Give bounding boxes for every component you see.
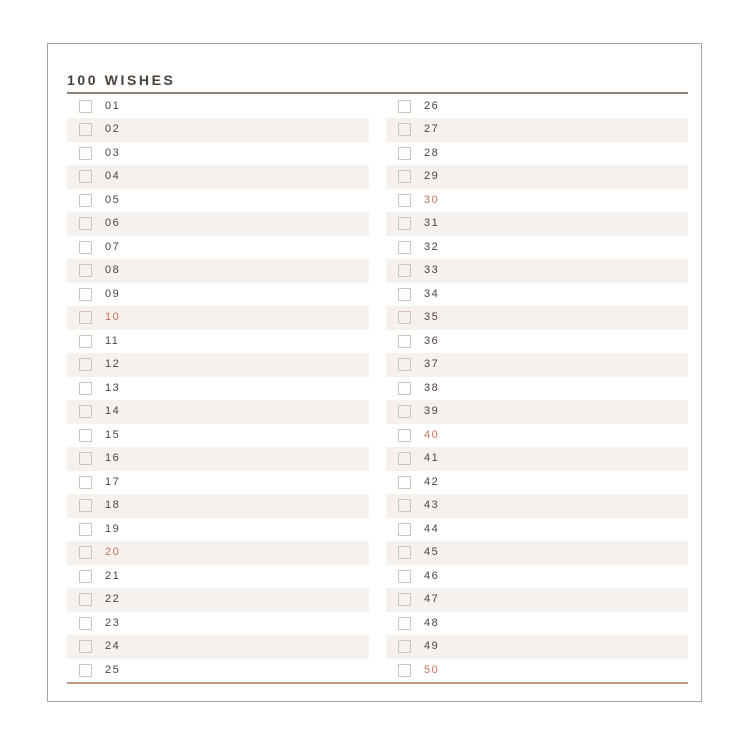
wish-row-32 (386, 236, 688, 260)
wish-row-44 (386, 518, 688, 542)
wish-row-36 (386, 330, 688, 354)
wish-row-37 (386, 353, 688, 377)
wish-checkbox-15[interactable] (79, 429, 92, 442)
wish-row-48 (386, 612, 688, 636)
wish-row-43 (386, 494, 688, 518)
wish-number: 15 (105, 428, 121, 441)
page-content (48, 44, 701, 701)
wish-number: 33 (424, 264, 440, 277)
wish-checkbox-33[interactable] (398, 264, 411, 277)
wish-row-16 (67, 447, 369, 471)
wish-row-20 (67, 541, 369, 565)
wish-number: 48 (424, 616, 440, 629)
wish-checkbox-19[interactable] (79, 523, 92, 536)
wish-number: 28 (424, 146, 440, 159)
wish-checkbox-27[interactable] (398, 123, 411, 136)
wish-row-42 (386, 471, 688, 495)
wish-checkbox-26[interactable] (398, 100, 411, 113)
wish-row-45 (386, 541, 688, 565)
wish-number: 49 (424, 640, 440, 653)
wish-checkbox-03[interactable] (79, 147, 92, 160)
wish-checkbox-18[interactable] (79, 499, 92, 512)
wish-row-13 (67, 377, 369, 401)
wish-row-39 (386, 400, 688, 424)
wish-checkbox-40[interactable] (398, 429, 411, 442)
wish-number: 24 (105, 640, 121, 653)
wish-checkbox-13[interactable] (79, 382, 92, 395)
wish-row-25 (67, 659, 369, 683)
wish-number: 29 (424, 170, 440, 183)
wish-number: 38 (424, 381, 440, 394)
wish-row-35 (386, 306, 688, 330)
wish-checkbox-05[interactable] (79, 194, 92, 207)
wish-number: 16 (105, 452, 121, 465)
wish-checkbox-35[interactable] (398, 311, 411, 324)
wish-number: 17 (105, 475, 121, 488)
wish-checkbox-38[interactable] (398, 382, 411, 395)
wish-row-02 (67, 118, 369, 142)
wish-checkbox-32[interactable] (398, 241, 411, 254)
wish-number: 34 (424, 287, 440, 300)
wish-row-30 (386, 189, 688, 213)
wish-checkbox-06[interactable] (79, 217, 92, 230)
wish-number: 23 (105, 616, 121, 629)
wish-number: 01 (105, 99, 121, 112)
wish-number: 36 (424, 334, 440, 347)
wish-checkbox-31[interactable] (398, 217, 411, 230)
wish-number: 37 (424, 358, 440, 371)
wish-checkbox-25[interactable] (79, 664, 92, 677)
page-header (67, 44, 688, 92)
wish-number: 14 (105, 405, 121, 418)
wish-row-14 (67, 400, 369, 424)
wish-row-33 (386, 259, 688, 283)
wish-number: 19 (105, 522, 121, 535)
wish-number: 11 (105, 334, 120, 347)
wish-checkbox-11[interactable] (79, 335, 92, 348)
wish-row-06 (67, 212, 369, 236)
wish-row-18 (67, 494, 369, 518)
wish-row-23 (67, 612, 369, 636)
wish-row-22 (67, 588, 369, 612)
wish-number: 22 (105, 593, 121, 606)
wish-number: 21 (105, 569, 121, 582)
wish-number: 18 (105, 499, 121, 512)
wish-row-29 (386, 165, 688, 189)
wish-number: 04 (105, 170, 121, 183)
wish-number: 44 (424, 522, 440, 535)
wish-number: 06 (105, 217, 121, 230)
wish-checkbox-21[interactable] (79, 570, 92, 583)
wish-number: 10 (105, 311, 121, 324)
wish-number: 47 (424, 593, 440, 606)
wish-row-11 (67, 330, 369, 354)
wish-row-24 (67, 635, 369, 659)
wish-row-07 (67, 236, 369, 260)
planner-page-card (47, 43, 702, 702)
wish-number: 31 (424, 217, 440, 230)
wish-checkbox-37[interactable] (398, 358, 411, 371)
wish-number: 35 (424, 311, 440, 324)
wish-checkbox-45[interactable] (398, 546, 411, 559)
wish-checkbox-16[interactable] (79, 452, 92, 465)
wish-checkbox-34[interactable] (398, 288, 411, 301)
wish-number: 25 (105, 663, 121, 676)
wish-number: 45 (424, 546, 440, 559)
wish-row-15 (67, 424, 369, 448)
wish-checkbox-47[interactable] (398, 593, 411, 606)
wish-row-01 (67, 95, 369, 119)
wish-row-04 (67, 165, 369, 189)
wish-number: 20 (105, 546, 121, 559)
wish-row-26 (386, 95, 688, 119)
wish-checkbox-20[interactable] (79, 546, 92, 559)
wish-checkbox-17[interactable] (79, 476, 92, 489)
wish-number: 43 (424, 499, 440, 512)
wish-checkbox-41[interactable] (398, 452, 411, 465)
wish-checkbox-39[interactable] (398, 405, 411, 418)
wish-row-31 (386, 212, 688, 236)
wish-row-50 (386, 659, 688, 683)
wish-checkbox-50[interactable] (398, 664, 411, 677)
wish-row-09 (67, 283, 369, 307)
wish-number: 26 (424, 99, 440, 112)
wish-checkbox-14[interactable] (79, 405, 92, 418)
wish-checkbox-10[interactable] (79, 311, 92, 324)
wish-checkbox-42[interactable] (398, 476, 411, 489)
wish-row-27 (386, 118, 688, 142)
wish-checkbox-07[interactable] (79, 241, 92, 254)
wish-checkbox-28[interactable] (398, 147, 411, 160)
wish-checkbox-12[interactable] (79, 358, 92, 371)
wish-row-28 (386, 142, 688, 166)
wish-number: 42 (424, 475, 440, 488)
wish-number: 12 (105, 358, 121, 371)
wish-row-21 (67, 565, 369, 589)
wish-number: 08 (105, 264, 121, 277)
wish-number: 30 (424, 193, 440, 206)
wish-number: 03 (105, 146, 121, 159)
wish-row-19 (67, 518, 369, 542)
wish-row-38 (386, 377, 688, 401)
wish-row-47 (386, 588, 688, 612)
wish-column-right (386, 95, 688, 683)
wish-checkbox-04[interactable] (79, 170, 92, 183)
wish-checkbox-48[interactable] (398, 617, 411, 630)
wish-number: 09 (105, 287, 121, 300)
wish-checkbox-09[interactable] (79, 288, 92, 301)
wish-checkbox-23[interactable] (79, 617, 92, 630)
wish-checkbox-01[interactable] (79, 100, 92, 113)
wish-checkbox-30[interactable] (398, 194, 411, 207)
wish-row-49 (386, 635, 688, 659)
wish-row-03 (67, 142, 369, 166)
wish-number: 50 (424, 663, 440, 676)
wish-list (67, 94, 688, 682)
wish-number: 46 (424, 569, 440, 582)
wish-row-12 (67, 353, 369, 377)
wish-checkbox-46[interactable] (398, 570, 411, 583)
wish-checkbox-22[interactable] (79, 593, 92, 606)
wish-checkbox-36[interactable] (398, 335, 411, 348)
wish-checkbox-02[interactable] (79, 123, 92, 136)
wish-row-05 (67, 189, 369, 213)
wish-number: 27 (424, 123, 440, 136)
page-title: 100 WISHES (67, 72, 176, 88)
wish-column-left (67, 95, 369, 683)
wish-checkbox-29[interactable] (398, 170, 411, 183)
wish-number: 41 (424, 452, 440, 465)
footer-divider (67, 682, 688, 684)
wish-row-08 (67, 259, 369, 283)
wish-row-10 (67, 306, 369, 330)
wish-row-40 (386, 424, 688, 448)
wish-number: 02 (105, 123, 121, 136)
wish-row-46 (386, 565, 688, 589)
wish-checkbox-43[interactable] (398, 499, 411, 512)
wish-row-41 (386, 447, 688, 471)
wish-checkbox-49[interactable] (398, 640, 411, 653)
wish-checkbox-24[interactable] (79, 640, 92, 653)
wish-checkbox-44[interactable] (398, 523, 411, 536)
wish-number: 13 (105, 381, 121, 394)
wish-row-34 (386, 283, 688, 307)
wish-number: 07 (105, 240, 121, 253)
wish-number: 05 (105, 193, 121, 206)
wish-number: 40 (424, 428, 440, 441)
wish-number: 39 (424, 405, 440, 418)
wish-number: 32 (424, 240, 440, 253)
wish-checkbox-08[interactable] (79, 264, 92, 277)
wish-row-17 (67, 471, 369, 495)
